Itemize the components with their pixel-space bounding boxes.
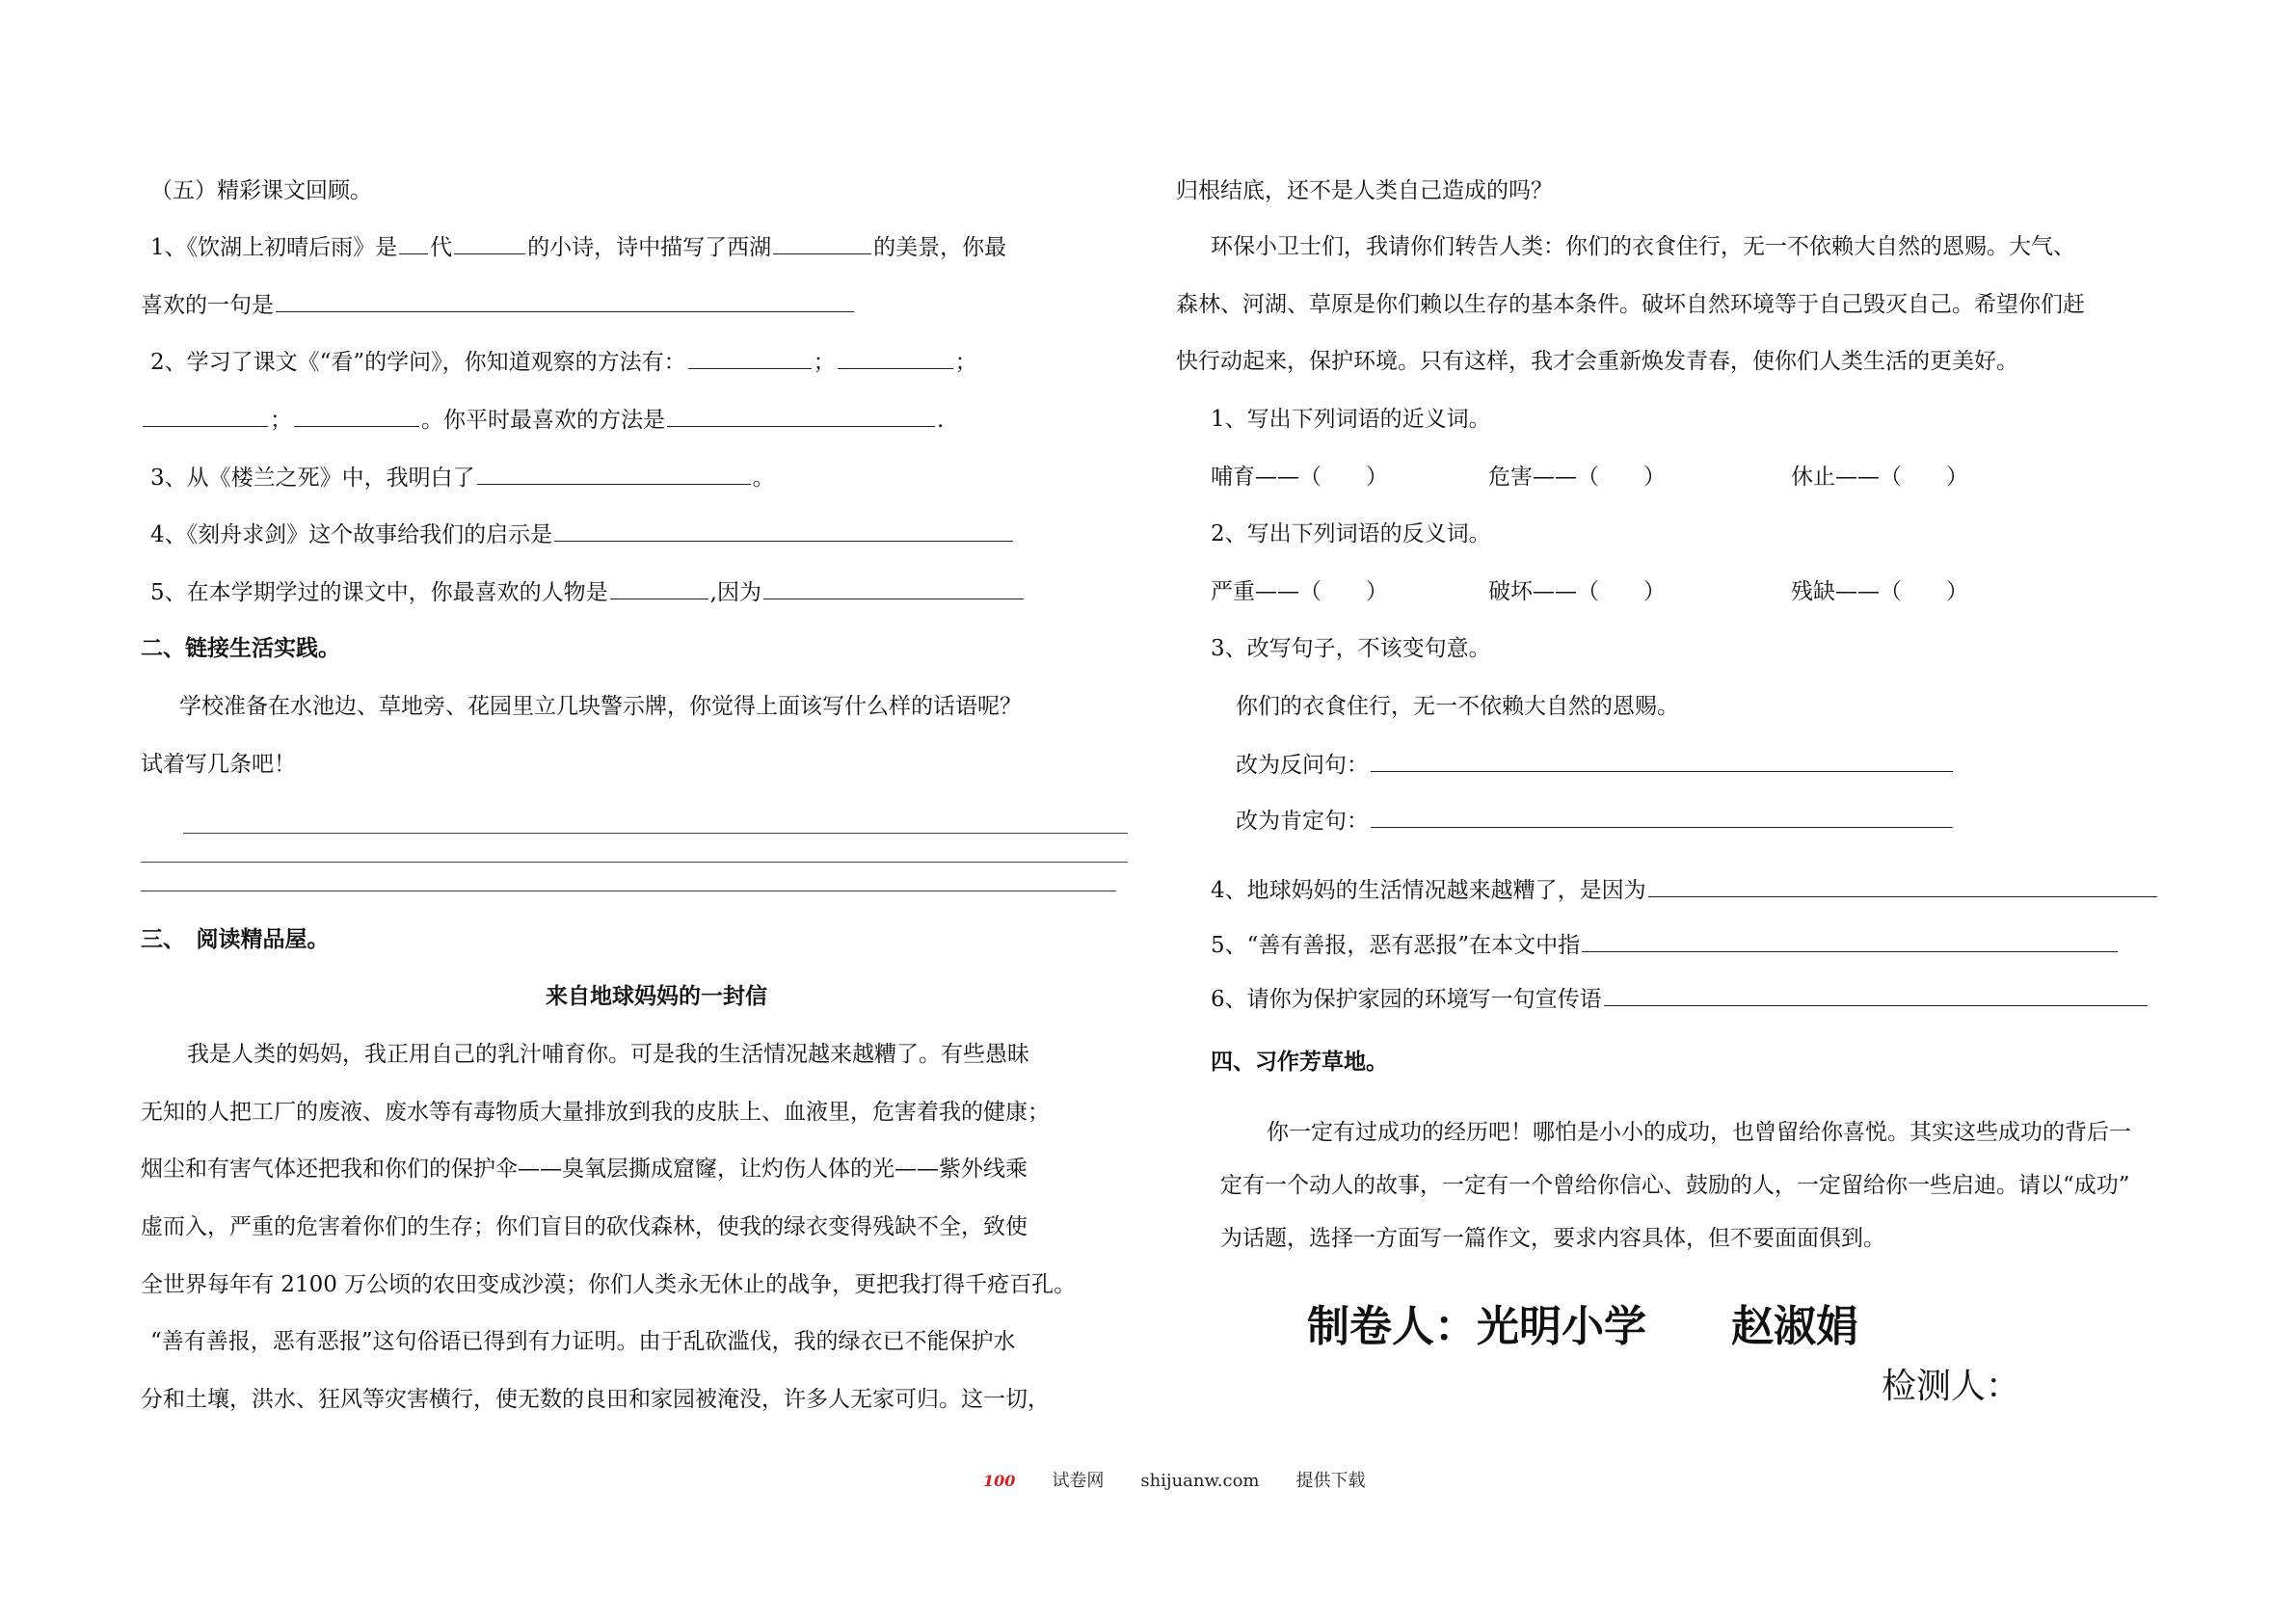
question-2-line-2: ； 。你平时最喜欢的方法是 . (141, 405, 944, 435)
blank-reason[interactable] (763, 577, 1024, 599)
article-line: 虚而入，严重的危害着你们的生存；你们盲目的砍伐森林，使我的绿衣变得残缺不全，致使 (141, 1214, 1028, 1239)
blank-method-4[interactable] (294, 405, 419, 427)
blank-dynasty[interactable] (399, 232, 428, 254)
blank-slogan[interactable] (1604, 984, 2148, 1006)
site-name: 试卷网 (1052, 1471, 1105, 1491)
reading-question-5: 5、“善有善报，恶有恶报”在本文中指 (1211, 930, 2120, 960)
composition-prompt-line: 为话题，选择一方面写一篇作文，要求内容具体，但不要面面俱到。 (1220, 1226, 1885, 1251)
article-line: 森林、河湖、草原是你们赖以生存的基本条件。破坏自然环境等于自己毁灭自己。希望你们赶 (1176, 292, 2085, 317)
paper-checker: 检测人： (1882, 1367, 2021, 1406)
article-line: 全世界每年有 2100 万公顷的农田变成沙漠；你们人类永无休止的战争，更把我打得千疮百孔。 (141, 1272, 1077, 1297)
section-5-title: （五）精彩课文回顾。 (150, 178, 372, 203)
answer-line-1[interactable] (183, 833, 1128, 834)
reading-question-1: 1、写出下列词语的近义词。 (1211, 407, 1491, 432)
rewrite-sentence: 你们的衣食住行，无一不依赖大自然的恩赐。 (1236, 694, 1679, 719)
composition-prompt-line: 你一定有过成功的经历吧！哪怕是小小的成功，也曾留给你喜悦。其实这些成功的背后一 (1267, 1120, 2131, 1145)
blank-loulan[interactable] (477, 463, 751, 485)
reading-question-4: 4、地球妈妈的生活情况越来越糟了，是因为 (1211, 875, 2159, 905)
article-title: 来自地球妈妈的一封信 (546, 983, 767, 1009)
footer (983, 1467, 1402, 1492)
site-logo: 100 (983, 1472, 1016, 1490)
question-1-line-1: 1、《饮湖上初晴后雨》是 代 的小诗，诗中描写了西湖 的美景，你最 (150, 232, 1006, 262)
blank-method-2[interactable] (838, 347, 953, 369)
blank-method-1[interactable] (688, 347, 812, 369)
section-4-title: 四、习作芳草地。 (1211, 1049, 1388, 1075)
article-line: 快行动起来，保护环境。只有这样，我才会重新焕发青春，使你们人类生活的更美好。 (1176, 349, 2018, 374)
synonym-1[interactable]: 哺育——（ ） (1211, 465, 1388, 490)
blank-lesson[interactable] (554, 519, 1013, 542)
synonym-3[interactable]: 休止——（ ） (1791, 465, 1968, 490)
site-brand[interactable] (983, 1471, 1104, 1491)
question-4: 4、《刻舟求剑》这个故事给我们的启示是 (150, 519, 1015, 549)
answer-line-2[interactable] (141, 862, 1128, 863)
section-3-title: 三、 阅读精品屋。 (141, 926, 330, 952)
rewrite-affirmative: 改为肯定句： (1236, 806, 1955, 836)
antonym-3[interactable]: 残缺——（ ） (1791, 579, 1968, 604)
reading-question-2: 2、写出下列词语的反义词。 (1211, 521, 1491, 546)
blank-affirmative[interactable] (1371, 806, 1953, 828)
download-text: 提供下载 (1295, 1471, 1366, 1491)
article-line: 我是人类的妈妈，我正用自己的乳汁哺育你。可是我的生活情况越来越糟了。有些愚昧 (187, 1042, 1029, 1067)
question-5: 5、在本学期学过的课文中，你最喜欢的人物是 ,因为 (150, 577, 1026, 607)
rewrite-rhetorical: 改为反问句： (1236, 750, 1955, 780)
reading-question-6: 6、请你为保护家园的环境写一句宣传语 (1211, 984, 2149, 1014)
article-line: 归根结底，还不是人类自己造成的吗？ (1176, 178, 1553, 203)
section-2-prompt: 学校准备在水池边、草地旁、花园里立几块警示牌，你觉得上面该写什么样的话语呢？ (179, 694, 1022, 719)
article-line: 烟尘和有害气体还把我和你们的保护伞——臭氧层撕成窟窿，让灼伤人体的光——紫外线乘 (141, 1157, 1028, 1182)
synonym-2[interactable]: 危害——（ ） (1488, 465, 1666, 490)
blank-character[interactable] (610, 577, 708, 599)
section-2-title: 二、链接生活实践。 (141, 635, 340, 661)
blank-favorite-line[interactable] (276, 290, 854, 312)
question-2-line-1: 2、学习了课文《“看”的学问》，你知道观察的方法有： ； ； (150, 347, 977, 377)
blank-reason-worse[interactable] (1648, 875, 2157, 897)
composition-prompt-line: 定有一个动人的故事，一定有一个曾给你信心、鼓励的人，一定留给你一些启迪。请以“成功” (1220, 1173, 2130, 1198)
blank-proverb-meaning[interactable] (1582, 930, 2118, 952)
blank-favorite-method[interactable] (667, 405, 935, 427)
blank-scenery[interactable] (773, 232, 871, 254)
section-2-prompt-2: 试着写几条吧！ (141, 752, 296, 777)
question-1-line-2: 喜欢的一句是 (141, 290, 856, 320)
article-line: 无知的人把工厂的废液、废水等有毒物质大量排放到我的皮肤上、血液里，危害着我的健康； (141, 1100, 1050, 1125)
reading-question-3: 3、改写句子，不该变句意。 (1211, 636, 1491, 661)
question-3: 3、从《楼兰之死》中，我明白了 。 (150, 463, 775, 492)
article-line: 分和土壤，洪水、狂风等灾害横行，使无数的良田和家园被淹没，许多人无家可归。这一切， (141, 1387, 1050, 1412)
article-line: “善有善报，恶有恶报”这句俗语已得到有力证明。由于乱砍滥伐，我的绿衣已不能保护水 (150, 1329, 1016, 1354)
blank-poet[interactable] (454, 232, 525, 254)
blank-rhetorical[interactable] (1371, 750, 1953, 772)
site-url[interactable]: shijuanw.com (1140, 1471, 1260, 1491)
antonym-2[interactable]: 破坏——（ ） (1488, 579, 1666, 604)
article-line: 环保小卫士们，我请你们转告人类：你们的衣食住行，无一不依赖大自然的恩赐。大气、 (1211, 234, 2075, 259)
antonym-1[interactable]: 严重——（ ） (1211, 579, 1388, 604)
blank-method-3[interactable] (143, 405, 268, 427)
paper-maker: 制卷人：光明小学 赵淑娟 (1307, 1302, 1858, 1351)
